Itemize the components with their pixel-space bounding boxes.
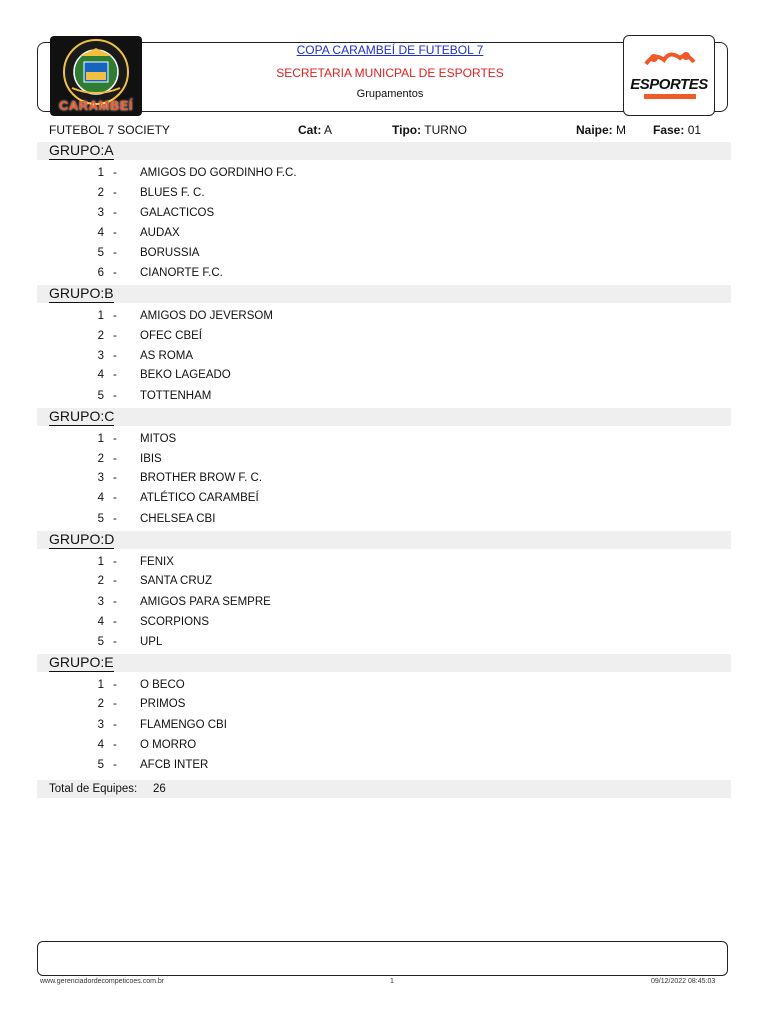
team-dash: - xyxy=(113,492,117,504)
team-number: 2 xyxy=(97,575,104,587)
footer-frame xyxy=(37,941,728,976)
group-header-a xyxy=(37,142,731,160)
team-number: 3 xyxy=(97,207,104,219)
team-name: ATLÉTICO CARAMBEÍ xyxy=(140,492,259,504)
team-number: 2 xyxy=(97,330,104,342)
logo-right-label: ESPORTES xyxy=(630,76,708,93)
team-number: 3 xyxy=(97,719,104,731)
competition-title[interactable]: COPA CARAMBEÍ DE FUTEBOL 7 xyxy=(296,43,484,57)
team-row xyxy=(0,227,768,247)
team-dash: - xyxy=(113,433,117,445)
team-name: BROTHER BROW F. C. xyxy=(140,472,263,484)
team-name: O MORRO xyxy=(140,739,197,751)
team-row xyxy=(0,453,768,473)
team-name: BORUSSIA xyxy=(140,247,200,259)
category-value: A xyxy=(324,123,333,137)
team-dash: - xyxy=(113,267,117,279)
team-name: O BECO xyxy=(140,679,185,691)
team-dash: - xyxy=(113,556,117,568)
team-dash: - xyxy=(113,759,117,771)
team-name: PRIMOS xyxy=(140,698,186,710)
team-number: 1 xyxy=(97,679,104,691)
group-header-c xyxy=(37,408,731,426)
team-number: 5 xyxy=(97,390,104,402)
total-teams-bar xyxy=(37,780,731,798)
tipo-field xyxy=(392,123,467,137)
team-row xyxy=(0,739,768,759)
team-name: CHELSEA CBI xyxy=(140,513,216,525)
team-dash: - xyxy=(113,310,117,322)
tipo-label: Tipo: xyxy=(392,123,422,137)
team-row xyxy=(0,390,768,410)
team-dash: - xyxy=(113,698,117,710)
category-label: Cat: xyxy=(298,123,322,137)
esportes-logo xyxy=(623,35,715,116)
group-title: GRUPO:A xyxy=(49,142,114,158)
team-row xyxy=(0,330,768,350)
team-row xyxy=(0,207,768,227)
team-row xyxy=(0,267,768,287)
team-name: BLUES F. C. xyxy=(140,187,205,199)
team-dash: - xyxy=(113,679,117,691)
team-dash: - xyxy=(113,616,117,628)
team-number: 1 xyxy=(97,310,104,322)
team-number: 3 xyxy=(97,350,104,362)
group-title: GRUPO:D xyxy=(49,531,115,547)
category-field xyxy=(298,123,332,137)
department-subtitle: SECRETARIA MUNICPAL DE ESPORTES xyxy=(276,66,504,80)
team-number: 5 xyxy=(97,247,104,259)
team-row xyxy=(0,472,768,492)
team-number: 5 xyxy=(97,513,104,525)
modality: FUTEBOL 7 SOCIETY xyxy=(49,123,170,137)
section-title: Grupamentos xyxy=(356,88,424,100)
team-number: 1 xyxy=(97,433,104,445)
team-number: 2 xyxy=(97,453,104,465)
team-name: BEKO LAGEADO xyxy=(140,369,231,381)
team-dash: - xyxy=(113,513,117,525)
team-name: AS ROMA xyxy=(140,350,194,362)
team-number: 5 xyxy=(97,759,104,771)
team-number: 3 xyxy=(97,596,104,608)
team-dash: - xyxy=(113,596,117,608)
team-number: 4 xyxy=(97,227,104,239)
team-dash: - xyxy=(113,453,117,465)
team-number: 2 xyxy=(97,187,104,199)
team-row xyxy=(0,759,768,779)
footer-timestamp: 09/12/2022 08:45:03 xyxy=(651,978,716,985)
footer-page-number: 1 xyxy=(390,978,394,985)
team-row xyxy=(0,247,768,267)
team-row xyxy=(0,596,768,616)
team-name: TOTTENHAM xyxy=(140,390,212,402)
team-row xyxy=(0,616,768,636)
naipe-label: Naipe: xyxy=(576,123,613,137)
team-name: GALACTICOS xyxy=(140,207,215,219)
team-number: 4 xyxy=(97,492,104,504)
logo-left-label: CARAMBEÍ xyxy=(58,98,134,113)
team-number: 1 xyxy=(97,556,104,568)
team-dash: - xyxy=(113,207,117,219)
team-dash: - xyxy=(113,167,117,179)
team-name: AUDAX xyxy=(140,227,180,239)
team-dash: - xyxy=(113,369,117,381)
team-dash: - xyxy=(113,227,117,239)
team-name: FENIX xyxy=(140,556,174,568)
team-number: 5 xyxy=(97,636,104,648)
team-dash: - xyxy=(113,187,117,199)
team-name: AFCB INTER xyxy=(140,759,209,771)
team-number: 4 xyxy=(97,369,104,381)
team-name: AMIGOS DO JEVERSOM xyxy=(140,310,273,322)
group-header-e xyxy=(37,654,731,672)
team-name: FLAMENGO CBI xyxy=(140,719,227,731)
footer-website[interactable]: www.gerenciadordecompeticoes.com.br xyxy=(40,978,165,985)
team-number: 3 xyxy=(97,472,104,484)
group-header-b xyxy=(37,285,731,303)
team-dash: - xyxy=(113,719,117,731)
team-row xyxy=(0,698,768,718)
naipe-field xyxy=(576,123,626,137)
team-row xyxy=(0,350,768,370)
team-name: AMIGOS PARA SEMPRE xyxy=(140,596,271,608)
team-row xyxy=(0,575,768,595)
team-row xyxy=(0,492,768,512)
group-title: GRUPO:B xyxy=(49,285,114,301)
team-row xyxy=(0,636,768,656)
team-number: 4 xyxy=(97,739,104,751)
team-number: 1 xyxy=(97,167,104,179)
team-dash: - xyxy=(113,472,117,484)
tipo-value: TURNO xyxy=(424,123,467,137)
team-number: 6 xyxy=(97,267,104,279)
team-row xyxy=(0,556,768,576)
team-row xyxy=(0,513,768,533)
team-row xyxy=(0,310,768,330)
team-dash: - xyxy=(113,636,117,648)
team-dash: - xyxy=(113,739,117,751)
team-name: SANTA CRUZ xyxy=(140,575,212,587)
team-row xyxy=(0,187,768,207)
group-title: GRUPO:E xyxy=(49,654,114,670)
team-row xyxy=(0,679,768,699)
team-number: 4 xyxy=(97,616,104,628)
fase-value: 01 xyxy=(687,123,702,137)
team-dash: - xyxy=(113,390,117,402)
group-title: GRUPO:C xyxy=(49,408,115,424)
prefeitura-carambei-logo xyxy=(50,36,142,116)
team-dash: - xyxy=(113,330,117,342)
team-name: OFEC CBEÍ xyxy=(140,330,202,342)
team-row xyxy=(0,167,768,187)
team-dash: - xyxy=(113,247,117,259)
total-teams-value: 26 xyxy=(153,783,166,795)
team-row xyxy=(0,719,768,739)
team-name: MITOS xyxy=(140,433,177,445)
total-teams-label: Total de Equipes: xyxy=(49,783,138,795)
fase-field xyxy=(653,123,701,137)
team-dash: - xyxy=(113,575,117,587)
group-header-d xyxy=(37,531,731,549)
team-name: CIANORTE F.C. xyxy=(140,267,223,279)
team-name: IBIS xyxy=(140,453,162,465)
naipe-value: M xyxy=(616,123,627,137)
team-number: 2 xyxy=(97,698,104,710)
fase-label: Fase: xyxy=(653,123,685,137)
team-row xyxy=(0,369,768,389)
team-name: UPL xyxy=(140,636,163,648)
team-dash: - xyxy=(113,350,117,362)
team-name: SCORPIONS xyxy=(140,616,210,628)
team-name: AMIGOS DO GORDINHO F.C. xyxy=(140,167,297,179)
team-row xyxy=(0,433,768,453)
